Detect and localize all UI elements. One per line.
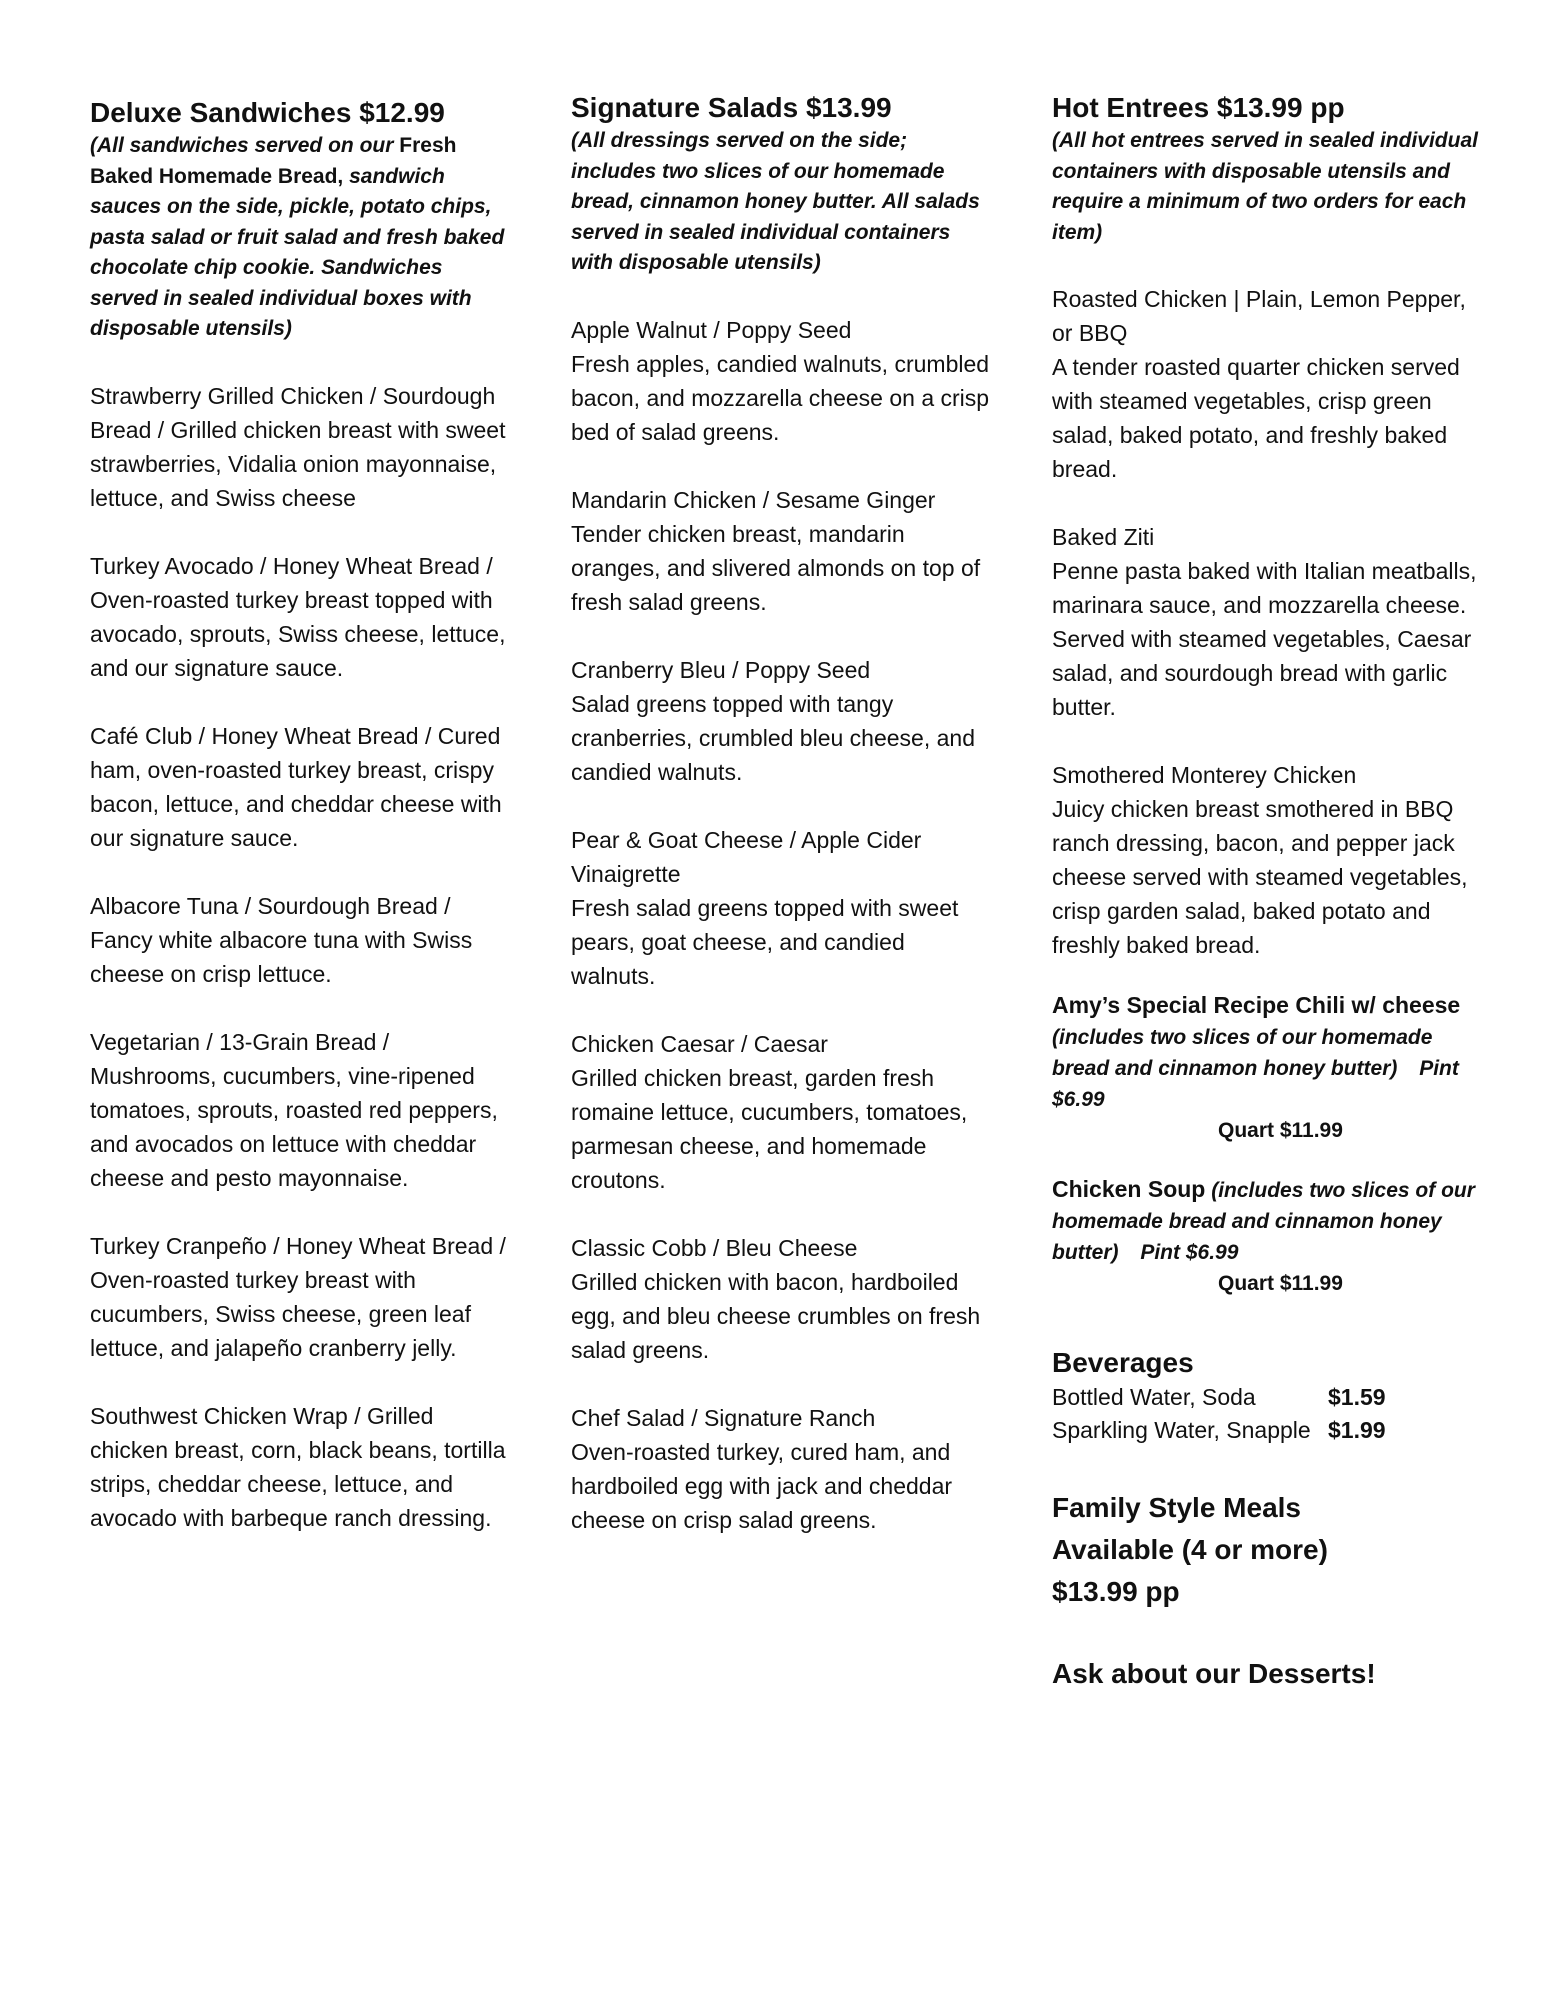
sandwiches-column [90,96,510,1535]
salad-item [571,1027,991,1197]
entrees-heading: Hot Entrees $13.99 pp [1052,92,1345,123]
chili-block [1052,990,1492,1146]
chili-quart: Quart $11.99 [1218,1119,1343,1142]
salads-heading: Signature Salads $13.99 [571,92,892,123]
salad-desc: Tender chicken breast, mandarin oranges, and slivered almonds on top of fresh salad greens. [571,520,981,615]
salad-desc: Oven-roasted turkey, cured ham, and hardboiled egg with jack and cheddar cheese on crisp salad greens. [571,1438,953,1533]
entree-desc: Juicy chicken breast smothered in BBQ ranch dressing, bacon, and pepper jack cheese served with steamed vegetables, crisp garden salad, baked potato and freshly baked bread. [1052,796,1468,958]
salad-name: Apple Walnut / Poppy Seed [571,316,852,343]
sandwiches-note-part1: (All sandwiches served on our [90,134,394,157]
salad-name: Classic Cobb / Bleu Cheese [571,1234,858,1261]
sandwich-item: Café Club / Honey Wheat Bread / Cured ham, oven-roasted turkey breast, crispy bacon, lettuce, and cheddar cheese with our signature sauce. [90,722,502,851]
sandwich-item: Albacore Tuna / Sourdough Bread / Fancy white albacore tuna with Swiss cheese on crisp lettuce. [90,892,473,987]
salad-desc: Grilled chicken with bacon, hardboiled egg, and bleu cheese crumbles on fresh salad greens. [571,1268,981,1363]
entree-desc: Penne pasta baked with Italian meatballs, marinara sauce, and mozzarella cheese. Served with steamed vegetables, Caesar salad, and sourdough bread with garlic butter. [1052,558,1477,720]
salad-name: Chicken Caesar / Caesar [571,1030,828,1057]
salad-item [571,653,991,789]
entree-item [1052,282,1492,486]
chili-pint: Pint $6.99 [1052,1057,1459,1111]
sandwich-item: Turkey Avocado / Honey Wheat Bread / Oven-roasted turkey breast topped with avocado, sprouts, Swiss cheese, lettuce, and our signature sauce. [90,552,506,681]
salad-name: Pear & Goat Cheese / Apple Cider Vinaigrette [571,826,922,887]
soup-pint: Pint $6.99 [1140,1241,1239,1264]
entree-desc: A tender roasted quarter chicken served with steamed vegetables, crisp green salad, baked potato, and freshly baked bread. [1052,354,1460,482]
salad-desc: Salad greens topped with tangy cranberries, crumbled bleu cheese, and candied walnuts. [571,690,976,785]
salads-note: (All dressings served on the side; includes two slices of our homemade bread, cinnamon honey butter. All salads served in sealed individual containers with disposable utensils) [571,129,980,274]
salad-item [571,1401,991,1537]
entrees-column [1052,92,1492,1695]
salad-item [571,1231,991,1367]
sandwiches-note-part2: sandwich sauces on the side, pickle, potato chips, pasta salad or fruit salad and fresh baked chocolate chip cookie. [90,164,505,279]
beverage-price: $1.99 [1328,1417,1386,1443]
beverage-row [1052,1414,1492,1447]
entrees-note: (All hot entrees served in sealed individual containers with disposable utensils and require a minimum of two orders for each item) [1052,129,1478,244]
soup-block [1052,1174,1492,1299]
salad-name: Chef Salad / Signature Ranch [571,1404,876,1431]
beverages-heading: Beverages [1052,1347,1194,1378]
sandwich-item: Southwest Chicken Wrap / Grilled chicken breast, corn, black beans, tortilla strips, cheddar cheese, lettuce, and avocado with barbeque ranch dressing. [90,1402,506,1531]
salad-item [571,823,991,993]
beverage-price: $1.59 [1328,1384,1386,1410]
entree-item [1052,520,1492,724]
entree-item [1052,758,1492,962]
salad-name: Mandarin Chicken / Sesame Ginger [571,486,936,513]
chili-note: (includes two slices of our homemade bread and cinnamon honey butter) [1052,1026,1433,1080]
chili-title: Amy’s Special Recipe Chili w/ cheese [1052,992,1461,1018]
salads-column [571,92,991,1537]
salad-desc: Fresh salad greens topped with sweet pears, goat cheese, and candied walnuts. [571,894,959,989]
salad-desc: Grilled chicken breast, garden fresh romaine lettuce, cucumbers, tomatoes, parmesan cheese, and homemade croutons. [571,1064,968,1193]
sandwich-item: Strawberry Grilled Chicken / Sourdough Bread / Grilled chicken breast with sweet strawberries, Vidalia onion mayonnaise, lettuce, and Swiss cheese [90,382,506,511]
family-meals: Family Style Meals Available (4 or more) $13.99 pp [1052,1492,1328,1607]
sandwiches-note [90,131,510,345]
soup-title: Chicken Soup [1052,1176,1206,1202]
salad-item [571,313,991,449]
salad-name: Cranberry Bleu / Poppy Seed [571,656,871,683]
beverage-row [1052,1381,1492,1414]
sandwich-item: Turkey Cranpeño / Honey Wheat Bread / Oven-roasted turkey breast with cucumbers, Swiss cheese, green leaf lettuce, and jalapeño cranberry jelly. [90,1232,506,1361]
sandwiches-note-part3: Sandwiches served in sealed individual boxes with disposable utensils) [90,256,472,340]
beverages-block [1052,1345,1492,1447]
beverage-name: Sparkling Water, Snapple [1052,1417,1311,1443]
soup-quart: Quart $11.99 [1218,1272,1343,1295]
sandwich-item: Vegetarian / 13-Grain Bread / Mushrooms, cucumbers, vine-ripened tomatoes, sprouts, roasted red peppers, and avocados on lettuce with cheddar cheese and pesto mayonnaise. [90,1028,498,1191]
desserts-callout: Ask about our Desserts! [1052,1658,1376,1689]
beverage-name: Bottled Water, Soda [1052,1384,1256,1410]
sandwiches-note-bread: Fresh Baked Homemade Bread, [90,134,457,188]
entree-name: Baked Ziti [1052,524,1155,550]
sandwiches-heading: Deluxe Sandwiches $12.99 [90,97,445,128]
entree-name: Smothered Monterey Chicken [1052,762,1357,788]
entree-name: Roasted Chicken | Plain, Lemon Pepper, or BBQ [1052,286,1466,346]
salad-desc: Fresh apples, candied walnuts, crumbled bacon, and mozzarella cheese on a crisp bed of salad greens. [571,350,990,445]
soup-note: (includes two slices of our homemade bread and cinnamon honey butter) [1052,1179,1475,1264]
salad-item [571,483,991,619]
